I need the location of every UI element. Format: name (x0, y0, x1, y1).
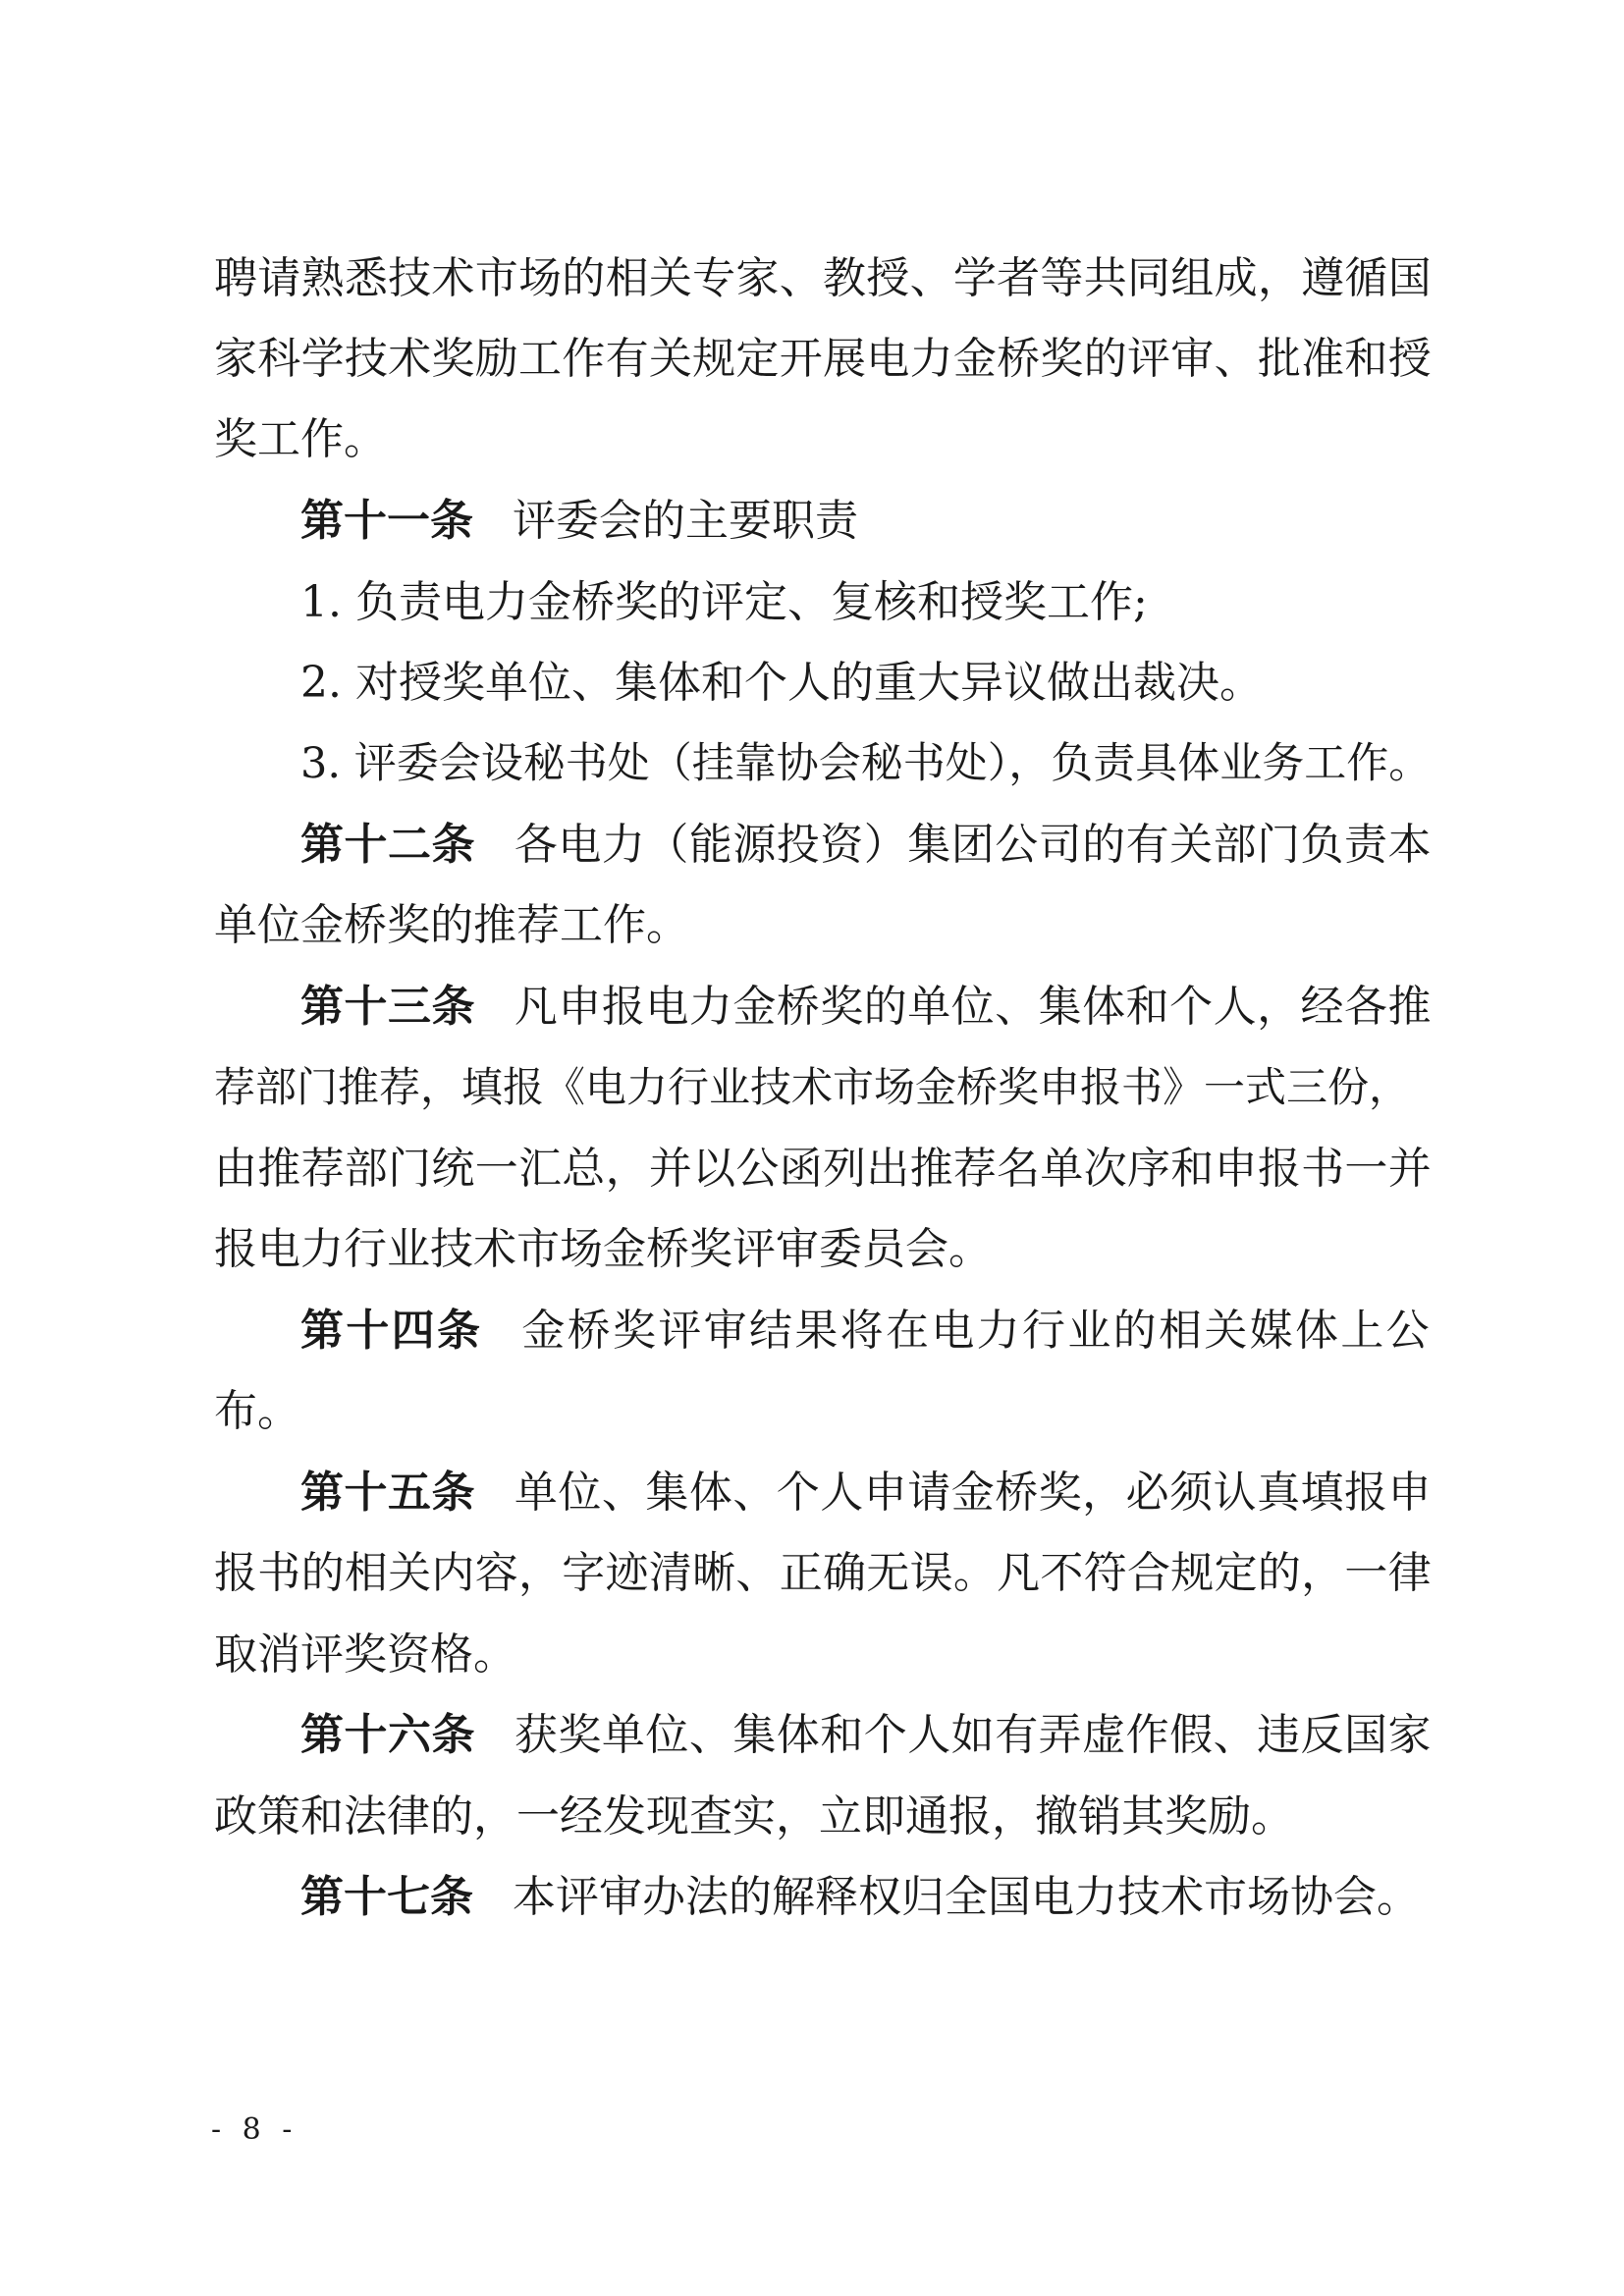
text-line (214, 1626, 516, 1684)
text-line (300, 654, 1263, 713)
article-line (300, 978, 1432, 1037)
article-line (300, 816, 1432, 875)
line-text: 本评审办法的解释权归全国电力技术市场协会。 (513, 1872, 1420, 1922)
line-text: 3. 评委会设秘书处（挂靠协会秘书处），负责具体业务工作。 (300, 739, 1432, 788)
text-line (214, 1544, 1432, 1603)
article-number: 第十六条 (300, 1710, 475, 1760)
article-line (300, 1302, 1432, 1361)
line-text: 由推荐部门统一汇总，并以公函列出推荐名单次序和申报书一并 (214, 1144, 1432, 1194)
line-text: 布。 (214, 1386, 300, 1436)
line-text: 家科学技术奖励工作有关规定开展电力金桥奖的评审、批准和授 (214, 334, 1432, 384)
article-number: 第十一条 (300, 496, 473, 546)
line-text: 金桥奖评审结果将在电力行业的相关媒体上公 (521, 1306, 1433, 1356)
text-line (214, 1788, 1294, 1846)
page-number: - 8 - (211, 2112, 298, 2147)
line-text: 政策和法律的，一经发现查实，立即通报，撤销其奖励。 (214, 1791, 1294, 1842)
line-text: 单位金桥奖的推荐工作。 (214, 900, 689, 950)
article-line (300, 492, 858, 551)
article-number: 第十五条 (300, 1468, 475, 1518)
article-number: 第十三条 (300, 982, 475, 1032)
line-text: 获奖单位、集体和个人如有弄虚作假、违反国家 (514, 1710, 1432, 1760)
text-line (214, 1220, 992, 1279)
line-text: 评委会的主要职责 (513, 496, 858, 546)
text-line (300, 734, 1431, 793)
text-line (214, 410, 387, 469)
article-line (300, 1464, 1432, 1522)
line-text: 奖工作。 (214, 414, 387, 464)
text-line (214, 1140, 1432, 1199)
article-number: 第十四条 (300, 1306, 483, 1356)
article-line (300, 1868, 1420, 1927)
text-line (214, 1058, 1410, 1117)
text-line (214, 1382, 300, 1441)
line-text: 2. 对授奖单位、集体和个人的重大异议做出裁决。 (300, 658, 1263, 708)
article-line (300, 1706, 1432, 1765)
line-text: 1. 负责电力金桥奖的评定、复核和授奖工作; (300, 577, 1148, 627)
line-text: 报书的相关内容，字迹清晰、正确无误。凡不符合规定的，一律 (214, 1548, 1432, 1598)
line-text: 取消评奖资格。 (214, 1629, 516, 1680)
document-page (214, 0, 1432, 2296)
article-number: 第十二条 (300, 820, 475, 870)
line-text: 凡申报电力金桥奖的单位、集体和个人，经各推 (514, 982, 1432, 1032)
line-text: 聘请熟悉技术市场的相关专家、教授、学者等共同组成，遵循国 (214, 253, 1432, 303)
line-text: 单位、集体、个人申请金桥奖，必须认真填报申 (514, 1468, 1432, 1518)
text-line (300, 573, 1148, 632)
text-line (214, 896, 689, 955)
text-line (214, 330, 1432, 389)
line-text: 荐部门推荐，填报《电力行业技术市场金桥奖申报书》一式三份， (214, 1063, 1411, 1111)
article-number: 第十七条 (300, 1872, 473, 1922)
line-text: 报电力行业技术市场金桥奖评审委员会。 (214, 1224, 992, 1274)
text-line (214, 249, 1432, 308)
line-text: 各电力（能源投资）集团公司的有关部门负责本 (514, 820, 1432, 870)
